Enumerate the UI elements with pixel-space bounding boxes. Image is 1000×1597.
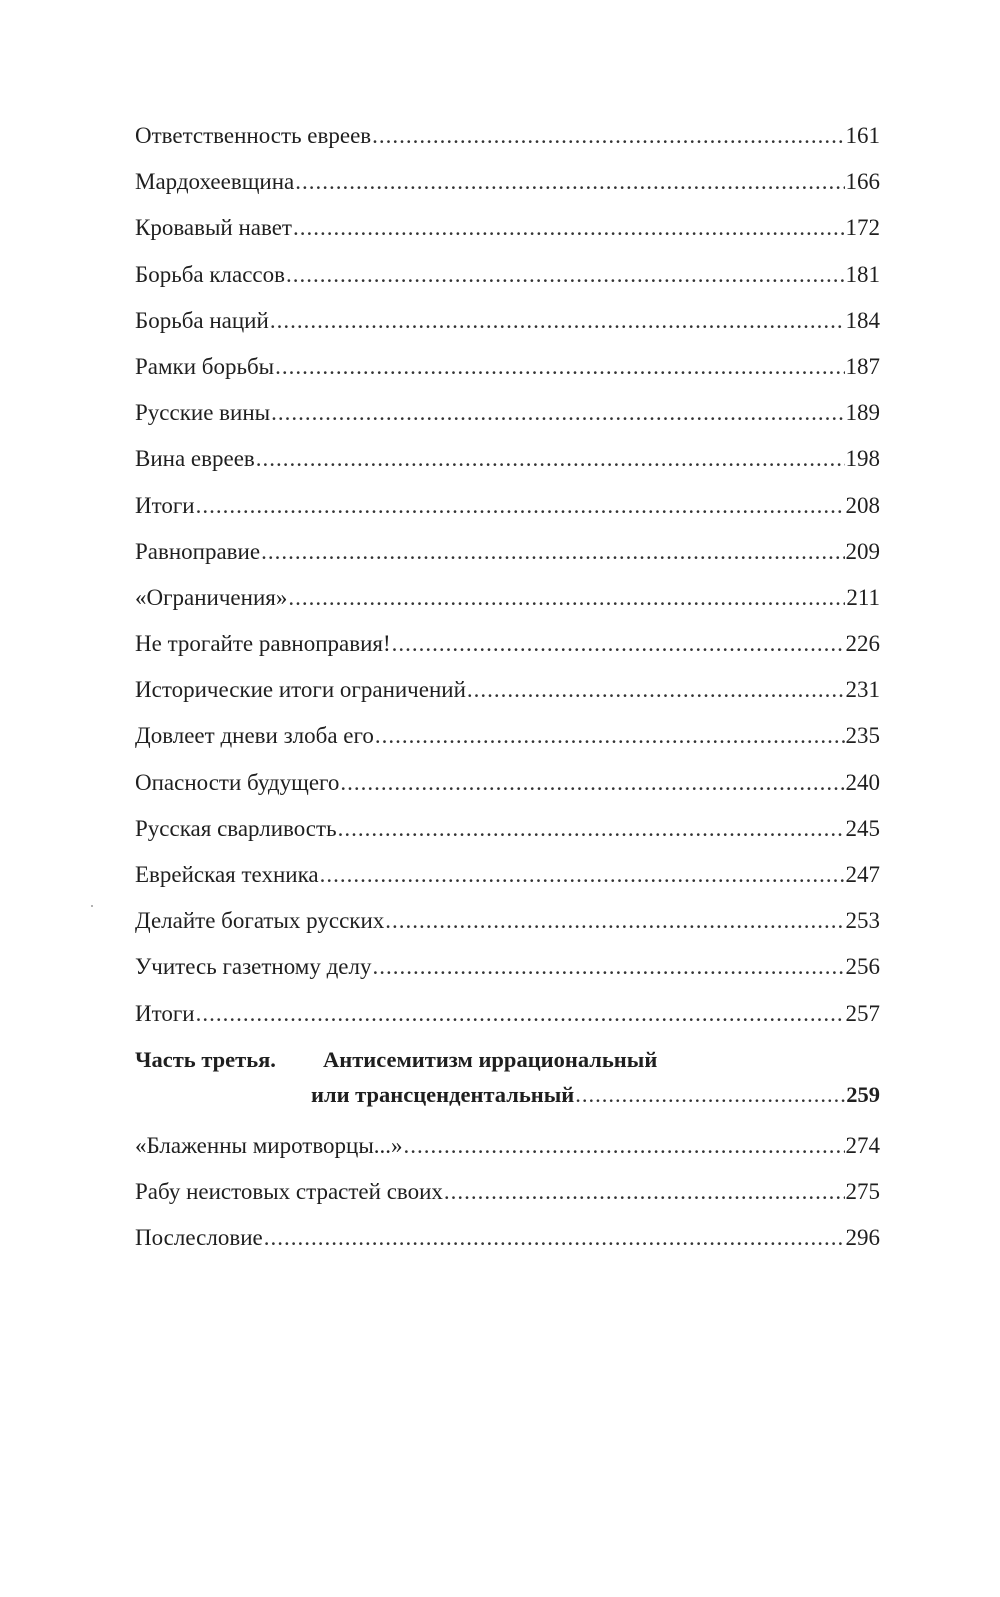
toc-entry-title: Послесловие — [135, 1225, 263, 1251]
toc-entry[interactable] — [135, 1123, 880, 1169]
dot-leader — [196, 483, 845, 529]
toc-entry-title: Не трогайте равноправия! — [135, 631, 391, 657]
toc-entry[interactable] — [135, 159, 880, 205]
toc-entry-title: «Ограничения» — [135, 584, 288, 610]
toc-entry[interactable] — [135, 1215, 880, 1261]
dot-leader — [467, 667, 845, 713]
toc-entry[interactable] — [135, 298, 880, 344]
toc-entry[interactable] — [135, 760, 880, 806]
toc-entry-page: 161 — [845, 123, 880, 148]
toc-entry[interactable] — [135, 529, 880, 575]
dot-leader — [404, 1123, 845, 1169]
toc-entries-after — [135, 1123, 880, 1262]
dot-leader — [271, 390, 844, 436]
toc-entry-title: Русские вины — [135, 400, 271, 426]
table-of-contents — [135, 113, 880, 1261]
toc-entry-title: Русская сварливость — [135, 815, 337, 841]
paper-speck — [91, 905, 93, 907]
toc-entry-page: 172 — [845, 215, 880, 241]
toc-entry[interactable] — [135, 205, 880, 251]
dot-leader — [270, 298, 845, 344]
dot-leader — [372, 113, 844, 159]
toc-entry[interactable] — [135, 436, 880, 482]
toc-entry[interactable] — [135, 575, 880, 621]
toc-entry[interactable] — [135, 898, 880, 944]
toc-entry-title: Исторические итоги ограничений — [135, 677, 466, 703]
toc-entry-page: 245 — [845, 815, 880, 841]
toc-entry[interactable] — [135, 713, 880, 759]
toc-entry[interactable] — [135, 806, 880, 852]
toc-entry-title: Итоги — [135, 1000, 195, 1026]
part-title-line1: Антисемитизм иррациональный — [323, 1046, 658, 1072]
toc-entry[interactable] — [135, 621, 880, 667]
toc-entry[interactable] — [135, 252, 880, 298]
toc-entry-title: Кровавый навет — [135, 215, 292, 241]
dot-leader — [320, 852, 845, 898]
dot-leader — [288, 575, 845, 621]
toc-entry-page: 274 — [845, 1132, 880, 1158]
part-label: Часть третья. — [135, 1046, 276, 1072]
toc-entry-page: 256 — [845, 954, 880, 980]
toc-entry-page: 184 — [845, 307, 880, 333]
dot-leader — [385, 898, 844, 944]
dot-leader — [338, 806, 845, 852]
part-page: 259 — [846, 1081, 880, 1107]
toc-entry-page: 240 — [845, 769, 880, 795]
dot-leader — [275, 344, 844, 390]
toc-entry[interactable] — [135, 667, 880, 713]
toc-entry[interactable] — [135, 944, 880, 990]
toc-entry-title: Довлеет дневи злоба его — [135, 723, 374, 749]
toc-entry-title: Еврейская техника — [135, 862, 319, 887]
toc-entry-page: 187 — [845, 353, 880, 379]
toc-entry-page: 208 — [845, 492, 880, 518]
part-title-line2: или трансцендентальный — [311, 1081, 575, 1107]
part-heading-line2 — [135, 1077, 880, 1113]
dot-leader — [261, 529, 844, 575]
dot-leader — [575, 1077, 845, 1113]
part-heading[interactable] — [135, 1043, 880, 1113]
toc-entry-title: Делайте богатых русских — [135, 908, 385, 934]
toc-entry-page: 247 — [845, 862, 880, 887]
dot-leader — [264, 1215, 845, 1261]
toc-entry-page: 189 — [845, 400, 880, 426]
toc-entry[interactable] — [135, 344, 880, 390]
dot-leader — [256, 436, 845, 482]
dot-leader — [196, 991, 845, 1037]
toc-entry-page: 209 — [845, 538, 880, 564]
dot-leader — [286, 252, 845, 298]
part-heading-line1 — [135, 1043, 880, 1077]
toc-entry-title: Рамки борьбы — [135, 353, 275, 379]
toc-entry[interactable] — [135, 991, 880, 1037]
dot-leader — [295, 159, 844, 205]
toc-entry-title: Итоги — [135, 492, 195, 518]
toc-entry[interactable] — [135, 852, 880, 898]
dot-leader — [392, 621, 845, 667]
toc-entry-title: Ответственность евреев — [135, 123, 372, 148]
toc-entry-page: 275 — [845, 1178, 880, 1204]
toc-entry-title: Мардохеевщина — [135, 169, 295, 195]
dot-leader — [340, 760, 844, 806]
toc-entries-before — [135, 113, 880, 1037]
toc-entry-page: 181 — [845, 261, 880, 287]
toc-entry-title: Борьба наций — [135, 307, 269, 333]
toc-entry-page: 231 — [845, 677, 880, 703]
toc-entry-title: Равноправие — [135, 538, 261, 564]
toc-entry-page: 235 — [845, 723, 880, 749]
toc-entry-title: Борьба классов — [135, 261, 285, 287]
toc-entry-title: Учитесь газетному делу — [135, 954, 372, 980]
toc-entry[interactable] — [135, 390, 880, 436]
toc-entry-title: Вина евреев — [135, 446, 255, 472]
toc-entry-page: 166 — [845, 169, 880, 195]
toc-entry-page: 253 — [845, 908, 880, 934]
toc-entry-title: Опасности будущего — [135, 769, 340, 795]
toc-entry[interactable] — [135, 483, 880, 529]
toc-entry-title: Рабу неистовых страстей своих — [135, 1178, 443, 1204]
toc-entry-page: 257 — [845, 1000, 880, 1026]
dot-leader — [444, 1169, 845, 1215]
toc-entry-page: 211 — [846, 584, 880, 610]
toc-entry-page: 296 — [845, 1225, 880, 1251]
toc-entry-page: 226 — [845, 631, 880, 657]
toc-entry[interactable] — [135, 113, 880, 159]
dot-leader — [373, 944, 845, 990]
dot-leader — [293, 205, 845, 251]
dot-leader — [375, 713, 845, 759]
toc-entry-title: «Блаженны миротворцы...» — [135, 1132, 403, 1158]
toc-entry[interactable] — [135, 1169, 880, 1215]
toc-entry-page: 198 — [845, 446, 880, 472]
